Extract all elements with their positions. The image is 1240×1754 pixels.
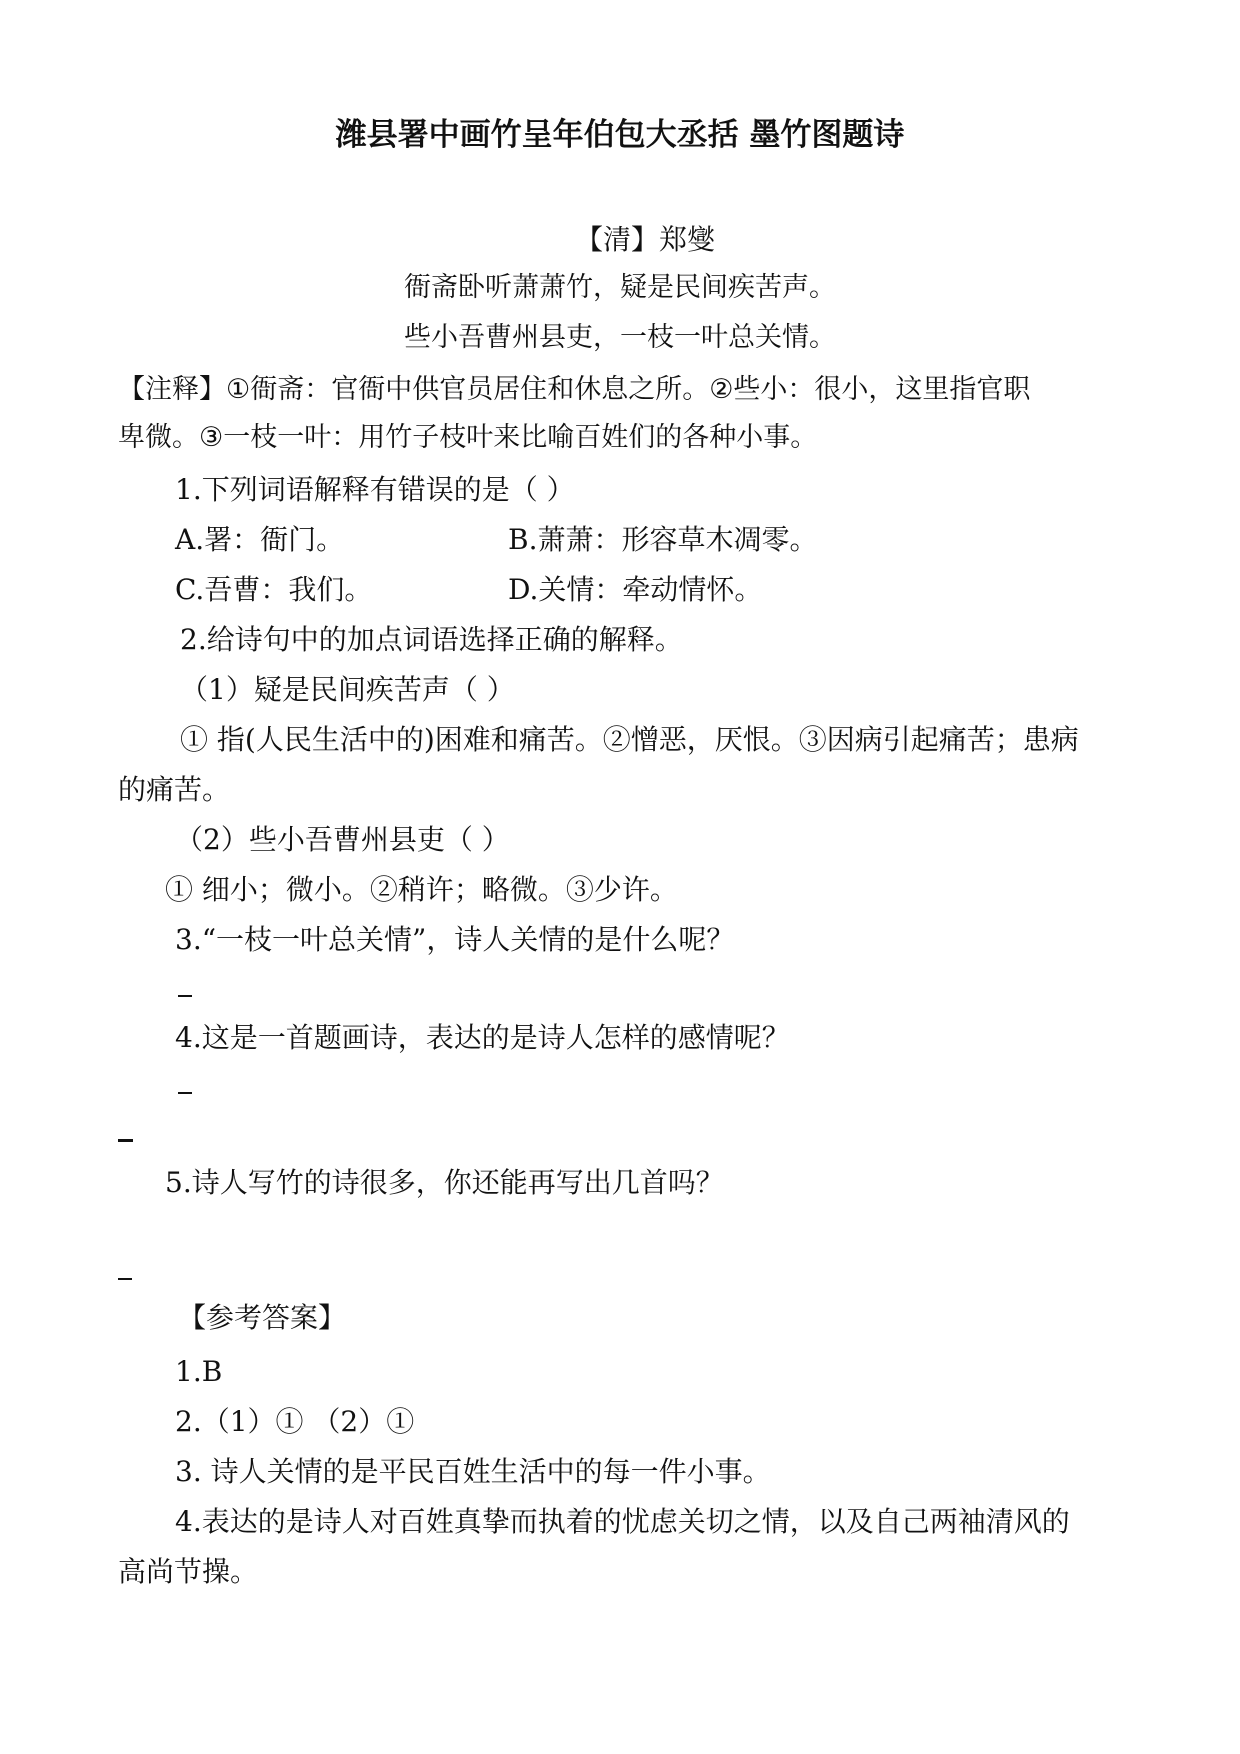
notes-line-1: 【注释】①衙斋：官衙中供官员居住和休息之所。②些小：很小，这里指官职 [118,374,1031,405]
question-2-part-1: （1）疑是民间疾苦声（ ） [180,673,515,706]
question-1-option-c: C.吾曹：我们。 [175,573,373,606]
question-5: 5.诗人写竹的诗很多，你还能再写出几首吗？ [165,1166,724,1199]
question-1-option-d: D.关情：牵动情怀。 [508,573,763,606]
question-1-option-b: B.萧萧：形容草木凋零。 [508,523,818,556]
question-2-part-2: （2）些小吾曹州县吏（ ） [175,823,510,856]
notes-line-2: 卑微。③一枝一叶：用竹子枝叶来比喻百姓们的各种小事。 [118,422,818,453]
answers-heading: 【参考答案】 [178,1301,347,1334]
answer-line-q3 [178,995,192,997]
poem-line-1: 衙斋卧听萧萧竹，疑是民间疾苦声。 [404,272,836,303]
question-3: 3.“一枝一叶总关情”，诗人关情的是什么呢？ [175,923,735,956]
answer-4: 4.表达的是诗人对百姓真挚而执着的忧虑关切之情，以及自己两袖清风的 [175,1505,1070,1538]
document-title: 潍县署中画竹呈年伯包大丞括 墨竹图题诗 [335,117,905,153]
question-2-part-2-options: ① 细小；微小。②稍许；略微。③少许。 [165,873,678,906]
question-4: 4.这是一首题画诗，表达的是诗人怎样的感情呢？ [175,1021,790,1054]
question-2-part-1-options: ① 指(人民生活中的)困难和痛苦。②憎恶，厌恨。③因病引起痛苦；患病 [180,723,1079,756]
answer-line-q5 [118,1278,132,1280]
answer-2: 2.（1）① （2）① [175,1405,415,1438]
answer-line-q4-b [118,1139,133,1142]
question-2-part-1-options-cont: 的痛苦。 [118,773,231,806]
answer-4-cont: 高尚节操。 [118,1555,259,1588]
answer-line-q4 [178,1092,192,1094]
poem-line-2: 些小吾曹州县吏，一枝一叶总关情。 [404,322,836,353]
question-1: 1.下列词语解释有错误的是（ ） [175,473,575,506]
question-1-option-a: A.署：衙门。 [175,523,345,556]
answer-1: 1.B [175,1355,223,1388]
question-2: 2.给诗句中的加点词语选择正确的解释。 [180,623,683,656]
answer-3: 3. 诗人关情的是平民百姓生活中的每一件小事。 [175,1455,771,1488]
poem-author: 【清】郑燮 [574,223,715,256]
